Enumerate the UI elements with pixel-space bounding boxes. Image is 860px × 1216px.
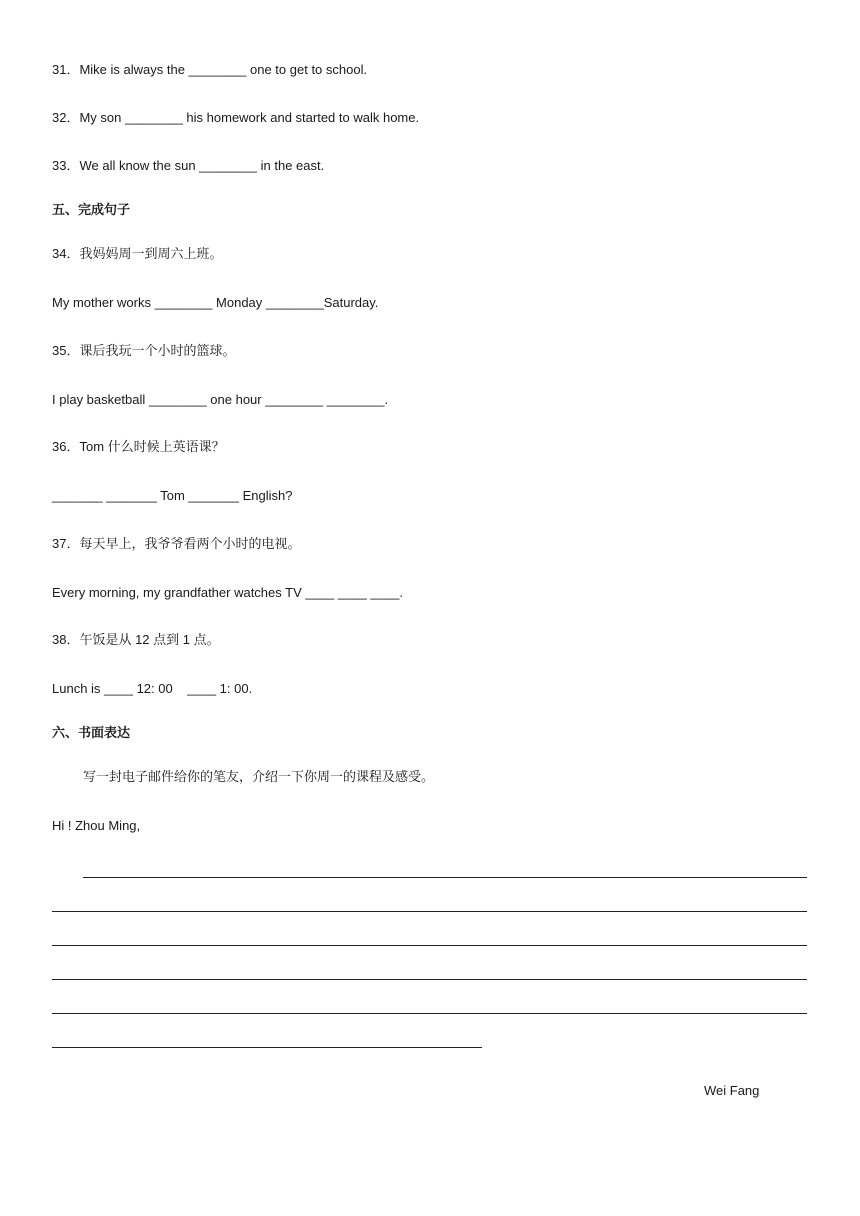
q31: 31．Mike is always the ________ one to get to school. (52, 62, 368, 77)
q32: 32．My son ________ his homework and started to walk home. (52, 110, 420, 125)
section6-heading: 六、书面表达 (52, 725, 131, 740)
letter-greeting: Hi ! Zhou Ming, (52, 818, 141, 833)
writing-line[interactable] (52, 945, 807, 946)
writing-line[interactable] (52, 1013, 807, 1014)
q36-english: _______ _______ Tom _______ English? (52, 488, 293, 503)
q37-chinese: 37．每天早上，我爷爷看两个小时的电视。 (52, 536, 301, 551)
q37-english: Every morning, my grandfather watches TV ____ ____ ____. (52, 585, 403, 600)
q38-english: Lunch is ____ 12: 00 ____ 1: 00. (52, 681, 253, 696)
q34-chinese: 34．我妈妈周一到周六上班。 (52, 246, 223, 261)
q36-chinese: 36．Tom 什么时候上英语课？ (52, 439, 225, 454)
letter-signature: Wei Fang (704, 1083, 760, 1098)
section5-heading: 五、完成句子 (52, 202, 131, 217)
q35-english: I play basketball ________ one hour ________ ________. (52, 392, 389, 407)
q38-chinese: 38．午饭是从 12 点到 1 点。 (52, 632, 220, 647)
writing-line[interactable] (52, 911, 807, 912)
writing-line[interactable] (52, 1047, 482, 1048)
writing-line[interactable] (83, 877, 807, 878)
q35-chinese: 35．课后我玩一个小时的篮球。 (52, 343, 236, 358)
q34-english: My mother works ________ Monday ________Saturday. (52, 295, 379, 310)
writing-line[interactable] (52, 979, 807, 980)
q33: 33．We all know the sun ________ in the east. (52, 158, 325, 173)
writing-prompt: 写一封电子邮件给你的笔友，介绍一下你周一的课程及感受。 (83, 769, 435, 784)
